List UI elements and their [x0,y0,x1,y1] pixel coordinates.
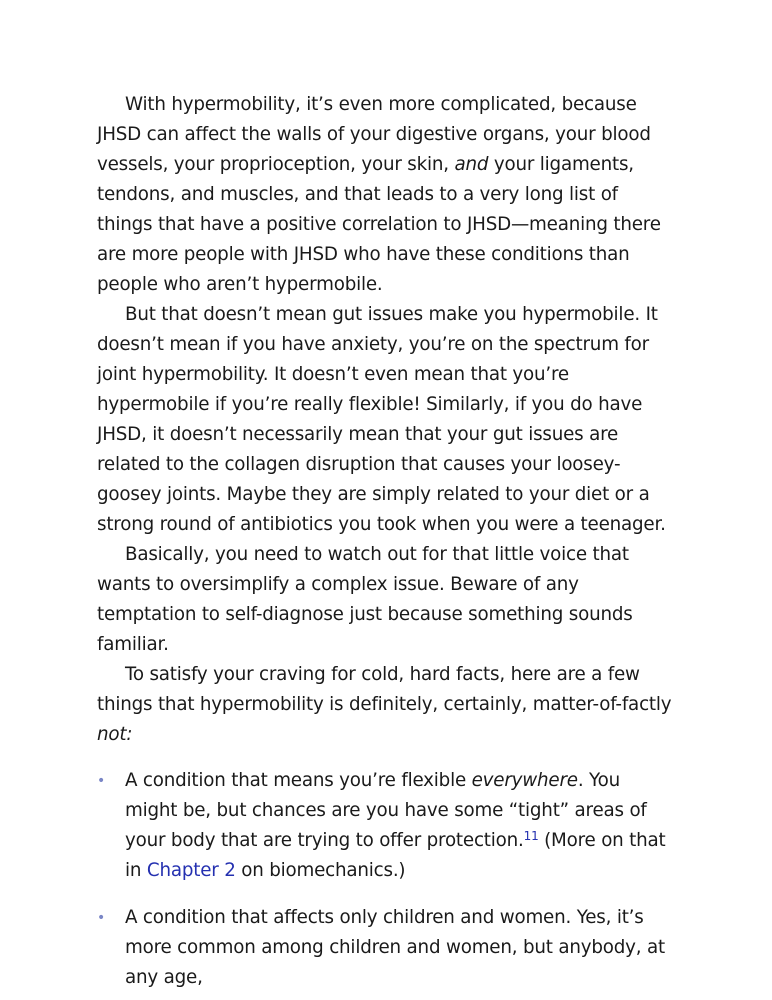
paragraph-gut-issues: But that doesn’t mean gut issues make you hypermobile. It doesn’t mean if you have anxiety, you’re on the spectrum for joint hypermobility. It doesn’t even mean that you’re hypermobile if you’re really flexible! Similarly, if you do have JHSD, it doesn’t necessarily mean that your gut issues are related to the collagen disruption that causes your loosey-goosey joints. Maybe they are simply related to your diet or a strong round of antibiotics you took when you were a teenager. [97,304,666,535]
emphasis-and: and [454,154,489,175]
page-body [97,90,677,993]
footnote-reference[interactable]: 11 [523,829,539,843]
paragraph-cold-hard-facts [97,660,677,750]
paragraph-jhsd-complications [97,90,677,300]
bullet-icon: • [97,910,106,926]
list-item [97,766,677,886]
emphasis-everywhere: everywhere [471,770,578,791]
paragraph-oversimplify: Basically, you need to watch out for that little voice that wants to oversimplify a complex issue. Beware of any temptation to self-diagnose just because something sounds familiar. [97,544,633,655]
chapter-2-link[interactable]: Chapter 2 [146,860,236,881]
list-item-text: A condition that means you’re flexible [125,770,472,791]
paragraph-text: With hypermobility, it’s even more complicated, because JHSD can affect the walls of your digestive organs, your blood vessels, your proprioception, your skin, [97,94,651,175]
list-item-text: . You might be, but chances are you have some “tight” areas of your body that are trying to offer protection. [125,770,647,851]
paragraph-text: your ligaments, tendons, and muscles, and that leads to a very long list of things that have a positive correlation to JHSD—meaning there are more people with JHSD who have these conditions than people who aren’t hypermobile. [97,154,661,295]
list-item-text: on biomechanics.) [235,860,406,881]
emphasis-not: not: [97,724,133,745]
paragraph-text: To satisfy your craving for cold, hard facts, here are a few things that hypermobility is definitely, certainly, matter-of-factly [97,664,672,715]
not-hypermobility-list [97,766,677,993]
bullet-icon: • [97,773,106,789]
list-item-text: A condition that affects only children and women. Yes, it’s more common among children and women, but anybody, at any age, [125,907,665,988]
list-item-text: (More on that in [125,830,666,881]
list-item [97,903,677,993]
